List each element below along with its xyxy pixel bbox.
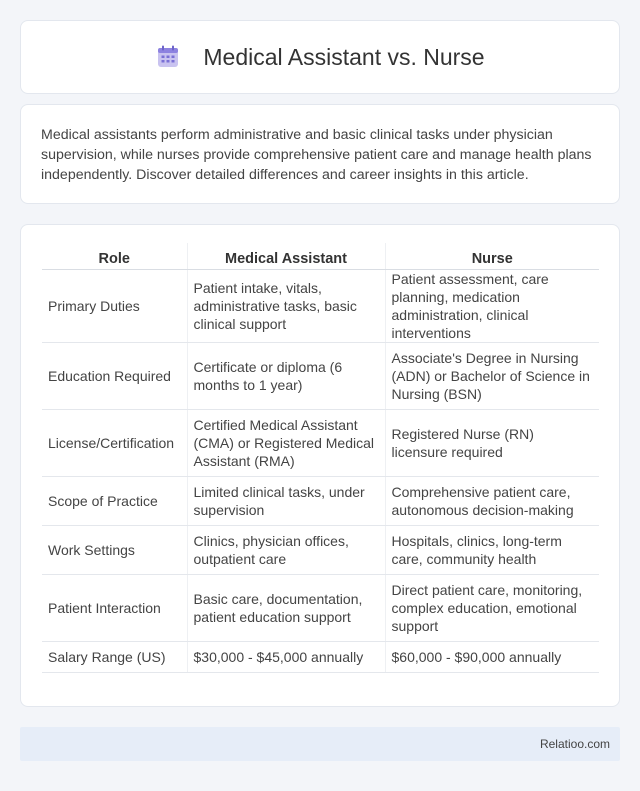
- comparison-table: [42, 243, 599, 673]
- table-row: [42, 269, 599, 342]
- footer-brand: Relatioo.com: [539, 737, 610, 751]
- medical-assistant-cell: Basic care, documentation, patient education support: [187, 574, 385, 641]
- nurse-cell: Hospitals, clinics, long-term care, community health: [385, 525, 599, 574]
- intro-card: [20, 104, 620, 204]
- table-row: [42, 641, 599, 672]
- medical-assistant-cell: Clinics, physician offices, outpatient care: [187, 525, 385, 574]
- footer: [20, 727, 620, 761]
- header-medical-assistant: Medical Assistant: [187, 243, 385, 269]
- row-label: Scope of Practice: [42, 476, 187, 525]
- nurse-cell: Patient assessment, care planning, medication administration, clinical interventions: [385, 269, 599, 342]
- medical-assistant-cell: Certificate or diploma (6 months to 1 year): [187, 342, 385, 409]
- row-label: Patient Interaction: [42, 574, 187, 641]
- page-title: Medical Assistant vs. Nurse: [203, 43, 485, 70]
- intro-text: Medical assistants perform administrative and basic clinical tasks under physician supervision, while nurses provide comprehensive patient care and manage health plans independently. Discover detailed differences and career insights in this article.: [41, 127, 592, 183]
- table-row: [42, 476, 599, 525]
- row-label: License/Certification: [42, 409, 187, 476]
- nurse-cell: Registered Nurse (RN) licensure required: [385, 409, 599, 476]
- table-header-row: [42, 243, 599, 269]
- row-label: Primary Duties: [42, 269, 187, 342]
- row-label: Education Required: [42, 342, 187, 409]
- header-nurse: Nurse: [385, 243, 599, 269]
- nurse-cell: Associate's Degree in Nursing (ADN) or Bachelor of Science in Nursing (BSN): [385, 342, 599, 409]
- row-label: Work Settings: [42, 525, 187, 574]
- nurse-cell: Direct patient care, monitoring, complex education, emotional support: [385, 574, 599, 641]
- table-row: [42, 409, 599, 476]
- comparison-card: [20, 224, 620, 707]
- header-role: Role: [42, 243, 187, 269]
- medical-assistant-cell: Certified Medical Assistant (CMA) or Registered Medical Assistant (RMA): [187, 409, 385, 476]
- medical-assistant-cell: Patient intake, vitals, administrative tasks, basic clinical support: [187, 269, 385, 342]
- calendar-icon: [155, 44, 181, 70]
- title-card: [20, 20, 620, 94]
- medical-assistant-cell: Limited clinical tasks, under supervision: [187, 476, 385, 525]
- table-row: [42, 342, 599, 409]
- nurse-cell: Comprehensive patient care, autonomous decision-making: [385, 476, 599, 525]
- medical-assistant-cell: $30,000 - $45,000 annually: [187, 641, 385, 672]
- nurse-cell: $60,000 - $90,000 annually: [385, 641, 599, 672]
- row-label: Salary Range (US): [42, 641, 187, 672]
- table-row: [42, 574, 599, 641]
- table-row: [42, 525, 599, 574]
